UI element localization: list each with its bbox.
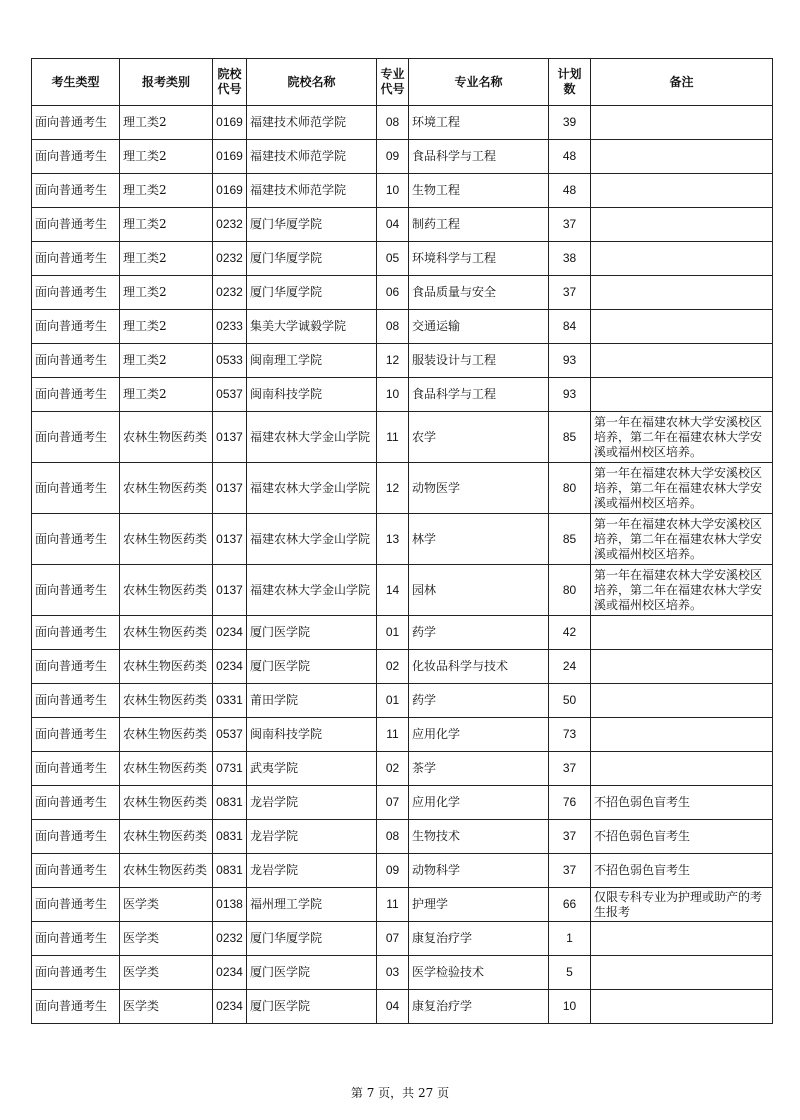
- cell-school-code: 0831: [213, 786, 247, 820]
- table-row: [32, 922, 773, 956]
- table-row: [32, 616, 773, 650]
- cell-student-type: 面向普通考生: [32, 956, 120, 990]
- cell-remarks: [591, 106, 773, 140]
- cell-student-type: 面向普通考生: [32, 344, 120, 378]
- cell-major-name: 应用化学: [409, 718, 549, 752]
- cell-school-name: 厦门华厦学院: [247, 242, 377, 276]
- table-row: [32, 378, 773, 412]
- cell-category: 医学类: [120, 922, 213, 956]
- header-student-type: 考生类型: [32, 59, 120, 106]
- cell-remarks: [591, 378, 773, 412]
- table-row: [32, 514, 773, 565]
- cell-school-name: 莆田学院: [247, 684, 377, 718]
- cell-major-code: 12: [377, 463, 409, 514]
- table-row: [32, 106, 773, 140]
- page-footer: 第 7 页，共 27 页: [350, 1086, 450, 1100]
- cell-remarks: [591, 650, 773, 684]
- cell-plan-count: 37: [549, 208, 591, 242]
- cell-major-code: 07: [377, 922, 409, 956]
- cell-school-name: 厦门医学院: [247, 616, 377, 650]
- cell-major-name: 交通运输: [409, 310, 549, 344]
- cell-student-type: 面向普通考生: [32, 786, 120, 820]
- cell-plan-count: 48: [549, 140, 591, 174]
- cell-major-name: 动物医学: [409, 463, 549, 514]
- cell-remarks: [591, 174, 773, 208]
- table-row: [32, 786, 773, 820]
- cell-school-name: 龙岩学院: [247, 854, 377, 888]
- cell-plan-count: 37: [549, 752, 591, 786]
- cell-plan-count: 80: [549, 463, 591, 514]
- cell-plan-count: 37: [549, 820, 591, 854]
- cell-school-name: 龙岩学院: [247, 820, 377, 854]
- cell-category: 理工类2: [120, 310, 213, 344]
- cell-plan-count: 24: [549, 650, 591, 684]
- cell-major-code: 10: [377, 174, 409, 208]
- cell-major-code: 10: [377, 378, 409, 412]
- cell-remarks: [591, 140, 773, 174]
- cell-remarks: [591, 718, 773, 752]
- cell-plan-count: 37: [549, 854, 591, 888]
- cell-major-name: 生物工程: [409, 174, 549, 208]
- cell-school-code: 0138: [213, 888, 247, 922]
- cell-plan-count: 76: [549, 786, 591, 820]
- cell-remarks: 不招色弱色盲考生: [591, 786, 773, 820]
- cell-plan-count: 50: [549, 684, 591, 718]
- cell-school-name: 厦门华厦学院: [247, 922, 377, 956]
- cell-major-code: 02: [377, 752, 409, 786]
- table-row: [32, 310, 773, 344]
- cell-student-type: 面向普通考生: [32, 684, 120, 718]
- cell-remarks: 不招色弱色盲考生: [591, 820, 773, 854]
- table-row: [32, 956, 773, 990]
- cell-plan-count: 73: [549, 718, 591, 752]
- cell-major-code: 01: [377, 616, 409, 650]
- table-row: [32, 990, 773, 1024]
- header-remarks: 备注: [591, 59, 773, 106]
- cell-major-code: 03: [377, 956, 409, 990]
- cell-category: 农林生物医药类: [120, 514, 213, 565]
- cell-remarks: 仅限专科专业为护理或助产的考生报考: [591, 888, 773, 922]
- cell-student-type: 面向普通考生: [32, 106, 120, 140]
- cell-student-type: 面向普通考生: [32, 242, 120, 276]
- cell-student-type: 面向普通考生: [32, 752, 120, 786]
- cell-major-name: 药学: [409, 616, 549, 650]
- cell-school-code: 0169: [213, 140, 247, 174]
- cell-plan-count: 80: [549, 565, 591, 616]
- cell-school-code: 0137: [213, 514, 247, 565]
- cell-school-code: 0232: [213, 208, 247, 242]
- cell-school-name: 厦门医学院: [247, 956, 377, 990]
- cell-school-name: 福建农林大学金山学院: [247, 463, 377, 514]
- cell-category: 农林生物医药类: [120, 684, 213, 718]
- cell-remarks: [591, 276, 773, 310]
- cell-student-type: 面向普通考生: [32, 463, 120, 514]
- cell-category: 理工类2: [120, 242, 213, 276]
- cell-school-name: 武夷学院: [247, 752, 377, 786]
- cell-major-name: 食品科学与工程: [409, 378, 549, 412]
- cell-school-code: 0731: [213, 752, 247, 786]
- header-school-code: 院校代号: [213, 59, 247, 106]
- cell-major-name: 环境工程: [409, 106, 549, 140]
- cell-student-type: 面向普通考生: [32, 208, 120, 242]
- cell-remarks: [591, 208, 773, 242]
- cell-student-type: 面向普通考生: [32, 565, 120, 616]
- cell-school-name: 福建农林大学金山学院: [247, 514, 377, 565]
- cell-major-code: 06: [377, 276, 409, 310]
- cell-major-code: 01: [377, 684, 409, 718]
- cell-remarks: [591, 956, 773, 990]
- cell-school-code: 0537: [213, 718, 247, 752]
- cell-school-name: 福建技术师范学院: [247, 140, 377, 174]
- cell-school-code: 0137: [213, 412, 247, 463]
- cell-major-code: 08: [377, 820, 409, 854]
- cell-remarks: [591, 922, 773, 956]
- cell-major-code: 11: [377, 718, 409, 752]
- cell-school-name: 厦门华厦学院: [247, 276, 377, 310]
- cell-student-type: 面向普通考生: [32, 276, 120, 310]
- cell-school-code: 0533: [213, 344, 247, 378]
- cell-plan-count: 85: [549, 412, 591, 463]
- cell-student-type: 面向普通考生: [32, 412, 120, 463]
- table-row: [32, 276, 773, 310]
- cell-school-name: 福建技术师范学院: [247, 174, 377, 208]
- cell-major-name: 康复治疗学: [409, 990, 549, 1024]
- cell-school-name: 福建技术师范学院: [247, 106, 377, 140]
- cell-major-code: 11: [377, 888, 409, 922]
- cell-major-name: 护理学: [409, 888, 549, 922]
- table-header-row: [32, 59, 773, 106]
- cell-remarks: [591, 344, 773, 378]
- cell-school-code: 0232: [213, 242, 247, 276]
- cell-school-code: 0232: [213, 276, 247, 310]
- table-row: [32, 174, 773, 208]
- cell-plan-count: 38: [549, 242, 591, 276]
- cell-student-type: 面向普通考生: [32, 854, 120, 888]
- cell-plan-count: 84: [549, 310, 591, 344]
- cell-major-name: 康复治疗学: [409, 922, 549, 956]
- cell-school-code: 0232: [213, 922, 247, 956]
- cell-major-name: 茶学: [409, 752, 549, 786]
- cell-category: 农林生物医药类: [120, 412, 213, 463]
- cell-school-code: 0831: [213, 820, 247, 854]
- cell-major-name: 环境科学与工程: [409, 242, 549, 276]
- cell-school-name: 闽南科技学院: [247, 718, 377, 752]
- cell-category: 农林生物医药类: [120, 718, 213, 752]
- cell-remarks: 第一年在福建农林大学安溪校区培养，第二年在福建农林大学安溪或福州校区培养。: [591, 565, 773, 616]
- cell-school-name: 集美大学诚毅学院: [247, 310, 377, 344]
- cell-school-name: 厦门华厦学院: [247, 208, 377, 242]
- cell-student-type: 面向普通考生: [32, 140, 120, 174]
- cell-major-name: 食品质量与安全: [409, 276, 549, 310]
- cell-remarks: 第一年在福建农林大学安溪校区培养，第二年在福建农林大学安溪或福州校区培养。: [591, 412, 773, 463]
- cell-major-name: 林学: [409, 514, 549, 565]
- cell-category: 理工类2: [120, 174, 213, 208]
- cell-category: 理工类2: [120, 106, 213, 140]
- cell-plan-count: 39: [549, 106, 591, 140]
- cell-major-name: 动物科学: [409, 854, 549, 888]
- cell-student-type: 面向普通考生: [32, 310, 120, 344]
- cell-major-name: 医学检验技术: [409, 956, 549, 990]
- table-row: [32, 565, 773, 616]
- table-row: [32, 718, 773, 752]
- cell-plan-count: 5: [549, 956, 591, 990]
- cell-school-code: 0234: [213, 956, 247, 990]
- cell-category: 医学类: [120, 990, 213, 1024]
- cell-category: 医学类: [120, 956, 213, 990]
- cell-major-code: 09: [377, 140, 409, 174]
- cell-major-name: 园林: [409, 565, 549, 616]
- cell-plan-count: 48: [549, 174, 591, 208]
- cell-major-code: 04: [377, 990, 409, 1024]
- cell-category: 理工类2: [120, 140, 213, 174]
- cell-category: 农林生物医药类: [120, 463, 213, 514]
- enrollment-plan-table: [31, 58, 773, 1024]
- table-row: [32, 684, 773, 718]
- cell-category: 农林生物医药类: [120, 854, 213, 888]
- table-row: [32, 650, 773, 684]
- cell-plan-count: 85: [549, 514, 591, 565]
- cell-plan-count: 10: [549, 990, 591, 1024]
- cell-school-name: 厦门医学院: [247, 650, 377, 684]
- cell-major-code: 08: [377, 310, 409, 344]
- cell-major-code: 13: [377, 514, 409, 565]
- cell-major-code: 02: [377, 650, 409, 684]
- cell-student-type: 面向普通考生: [32, 650, 120, 684]
- table-row: [32, 412, 773, 463]
- cell-major-code: 14: [377, 565, 409, 616]
- cell-school-name: 福建农林大学金山学院: [247, 565, 377, 616]
- cell-school-code: 0537: [213, 378, 247, 412]
- cell-category: 医学类: [120, 888, 213, 922]
- cell-major-code: 05: [377, 242, 409, 276]
- cell-major-name: 化妆品科学与技术: [409, 650, 549, 684]
- cell-category: 理工类2: [120, 344, 213, 378]
- table-row: [32, 463, 773, 514]
- cell-major-name: 食品科学与工程: [409, 140, 549, 174]
- cell-school-code: 0169: [213, 106, 247, 140]
- cell-school-name: 福建农林大学金山学院: [247, 412, 377, 463]
- cell-school-code: 0137: [213, 565, 247, 616]
- table-row: [32, 344, 773, 378]
- cell-major-code: 08: [377, 106, 409, 140]
- cell-major-code: 09: [377, 854, 409, 888]
- cell-school-name: 闽南科技学院: [247, 378, 377, 412]
- cell-category: 理工类2: [120, 378, 213, 412]
- cell-plan-count: 93: [549, 344, 591, 378]
- cell-category: 农林生物医药类: [120, 565, 213, 616]
- cell-category: 农林生物医药类: [120, 786, 213, 820]
- cell-major-name: 生物技术: [409, 820, 549, 854]
- cell-major-name: 制药工程: [409, 208, 549, 242]
- cell-school-name: 福州理工学院: [247, 888, 377, 922]
- table-row: [32, 752, 773, 786]
- cell-plan-count: 37: [549, 276, 591, 310]
- cell-school-code: 0234: [213, 650, 247, 684]
- cell-remarks: [591, 752, 773, 786]
- cell-category: 理工类2: [120, 276, 213, 310]
- cell-school-code: 0234: [213, 616, 247, 650]
- cell-school-name: 闽南理工学院: [247, 344, 377, 378]
- table-row: [32, 140, 773, 174]
- header-plan-count: 计划数: [549, 59, 591, 106]
- cell-remarks: [591, 616, 773, 650]
- cell-student-type: 面向普通考生: [32, 514, 120, 565]
- cell-major-code: 04: [377, 208, 409, 242]
- cell-category: 农林生物医药类: [120, 820, 213, 854]
- cell-student-type: 面向普通考生: [32, 718, 120, 752]
- cell-student-type: 面向普通考生: [32, 820, 120, 854]
- cell-student-type: 面向普通考生: [32, 174, 120, 208]
- cell-plan-count: 66: [549, 888, 591, 922]
- cell-remarks: [591, 684, 773, 718]
- header-major-name: 专业名称: [409, 59, 549, 106]
- cell-school-code: 0234: [213, 990, 247, 1024]
- cell-school-code: 0169: [213, 174, 247, 208]
- cell-remarks: 第一年在福建农林大学安溪校区培养，第二年在福建农林大学安溪或福州校区培养。: [591, 514, 773, 565]
- cell-remarks: [591, 242, 773, 276]
- cell-student-type: 面向普通考生: [32, 922, 120, 956]
- table-row: [32, 208, 773, 242]
- cell-major-name: 农学: [409, 412, 549, 463]
- cell-major-name: 应用化学: [409, 786, 549, 820]
- cell-remarks: 第一年在福建农林大学安溪校区培养，第二年在福建农林大学安溪或福州校区培养。: [591, 463, 773, 514]
- cell-major-name: 服装设计与工程: [409, 344, 549, 378]
- cell-category: 农林生物医药类: [120, 752, 213, 786]
- table-body: [32, 106, 773, 1024]
- cell-plan-count: 1: [549, 922, 591, 956]
- header-category: 报考类别: [120, 59, 213, 106]
- table-row: [32, 820, 773, 854]
- cell-category: 农林生物医药类: [120, 616, 213, 650]
- cell-major-code: 12: [377, 344, 409, 378]
- cell-remarks: [591, 310, 773, 344]
- cell-student-type: 面向普通考生: [32, 990, 120, 1024]
- cell-school-code: 0331: [213, 684, 247, 718]
- cell-school-name: 龙岩学院: [247, 786, 377, 820]
- cell-remarks: [591, 990, 773, 1024]
- cell-remarks: 不招色弱色盲考生: [591, 854, 773, 888]
- table-row: [32, 854, 773, 888]
- cell-major-code: 11: [377, 412, 409, 463]
- cell-plan-count: 93: [549, 378, 591, 412]
- cell-plan-count: 42: [549, 616, 591, 650]
- cell-category: 农林生物医药类: [120, 650, 213, 684]
- cell-school-code: 0831: [213, 854, 247, 888]
- cell-category: 理工类2: [120, 208, 213, 242]
- cell-school-name: 厦门医学院: [247, 990, 377, 1024]
- header-school-name: 院校名称: [247, 59, 377, 106]
- cell-major-code: 07: [377, 786, 409, 820]
- cell-student-type: 面向普通考生: [32, 378, 120, 412]
- table-row: [32, 242, 773, 276]
- cell-school-code: 0233: [213, 310, 247, 344]
- cell-major-name: 药学: [409, 684, 549, 718]
- table-row: [32, 888, 773, 922]
- cell-student-type: 面向普通考生: [32, 888, 120, 922]
- header-major-code: 专业代号: [377, 59, 409, 106]
- cell-student-type: 面向普通考生: [32, 616, 120, 650]
- cell-school-code: 0137: [213, 463, 247, 514]
